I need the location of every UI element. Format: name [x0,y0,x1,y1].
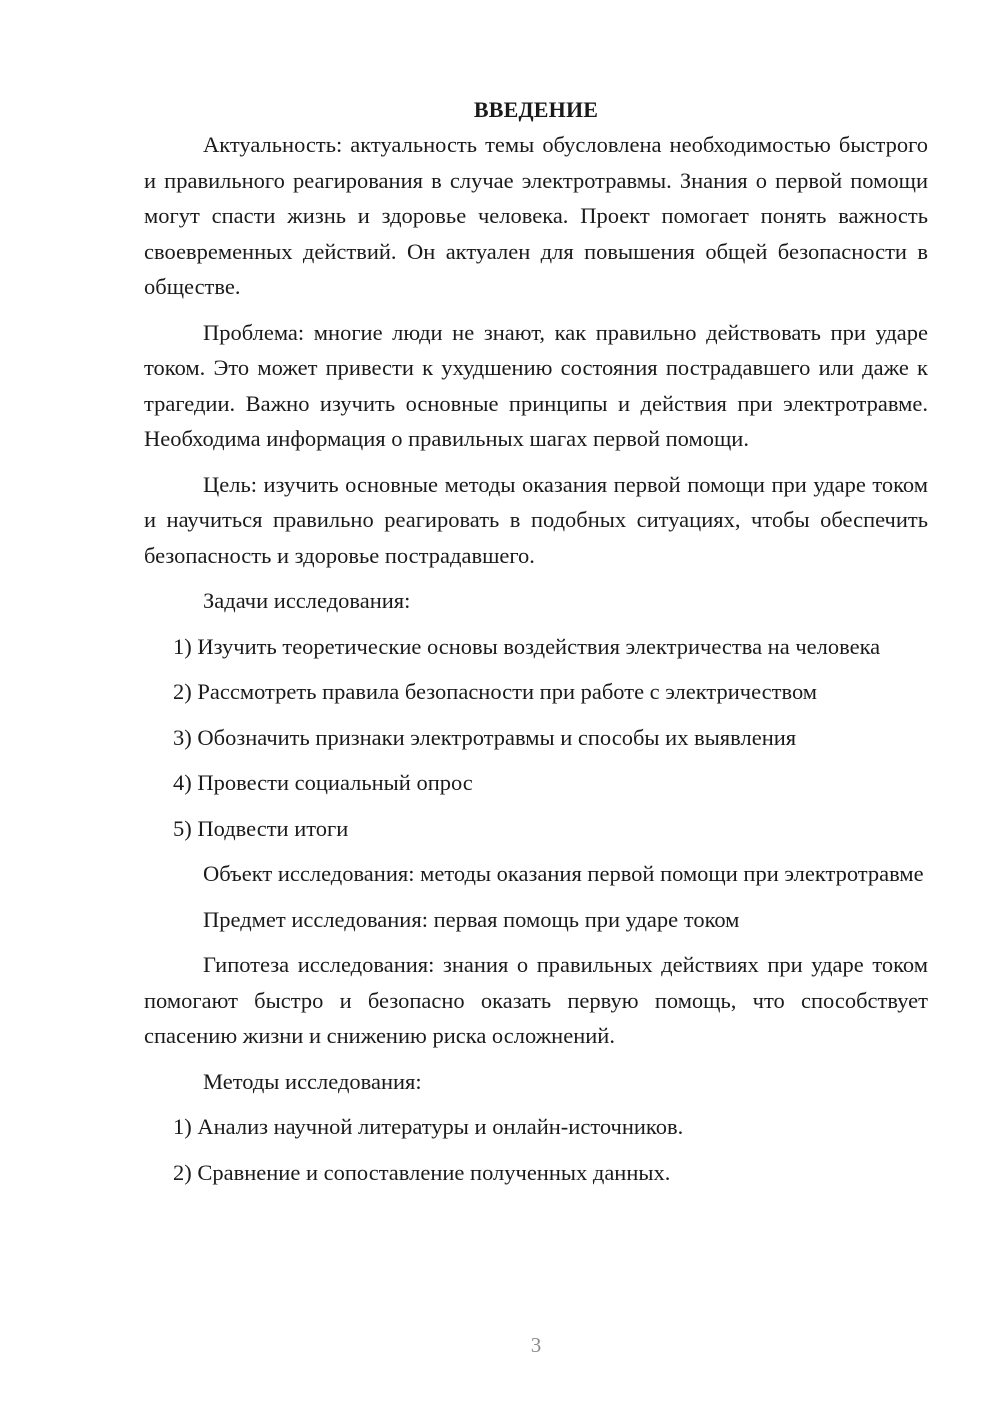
method-item-2: 2) Сравнение и сопоставление полученных данных. [173,1159,671,1185]
problem-paragraph: Проблема: многие люди не знают, как правильно действовать при ударе током. Это может привести к ухудшению состояния пострадавшего или даже к трагедии. Важно изучить основные принципы и действия при электротравме. Необходима информация о правильных шагах первой помощи. [144,319,928,451]
section-title: ВВЕДЕНИЕ [473,97,599,122]
subject-paragraph: Предмет исследования: первая помощь при ударе током [203,906,740,932]
task-item-5: 5) Подвести итоги [173,815,349,841]
document-body [144,92,928,1200]
task-item-2: 2) Рассмотреть правила безопасности при работе с электричеством [173,679,818,704]
task-item-3: 3) Обозначить признаки электротравмы и способы их выявления [173,724,797,750]
hypothesis-paragraph: Гипотеза исследования: знания о правильных действиях при ударе током помогают быстро и безопасно оказать первую помощь, что способствует спасению жизни и снижению риска осложнений. [144,952,928,1048]
methods-heading: Методы исследования: [203,1068,422,1094]
method-item-1: 1) Анализ научной литературы и онлайн-источников. [173,1114,684,1139]
task-item-1: 1) Изучить теоретические основы воздействия электричества на человека [173,633,881,659]
tasks-heading: Задачи исследования: [203,588,411,613]
page-number: 3 [530,1333,542,1357]
goal-paragraph: Цель: изучить основные методы оказания первой помощи при ударе током и научиться правильно реагировать в подобных ситуациях, чтобы обеспечить безопасность и здоровье пострадавшего. [144,471,928,568]
task-item-4: 4) Провести социальный опрос [173,770,473,795]
object-paragraph: Объект исследования: методы оказания первой помощи при электротравме [203,861,924,886]
relevance-paragraph: Актуальность: актуальность темы обусловлена необходимостью быстрого и правильного реагирования в случае электротравмы. Знания о первой помощи могут спасти жизнь и здоровье человека. Проект помогает понять важность своевременных действий. Он актуален для повышения общей безопасности в обществе. [144,132,928,299]
